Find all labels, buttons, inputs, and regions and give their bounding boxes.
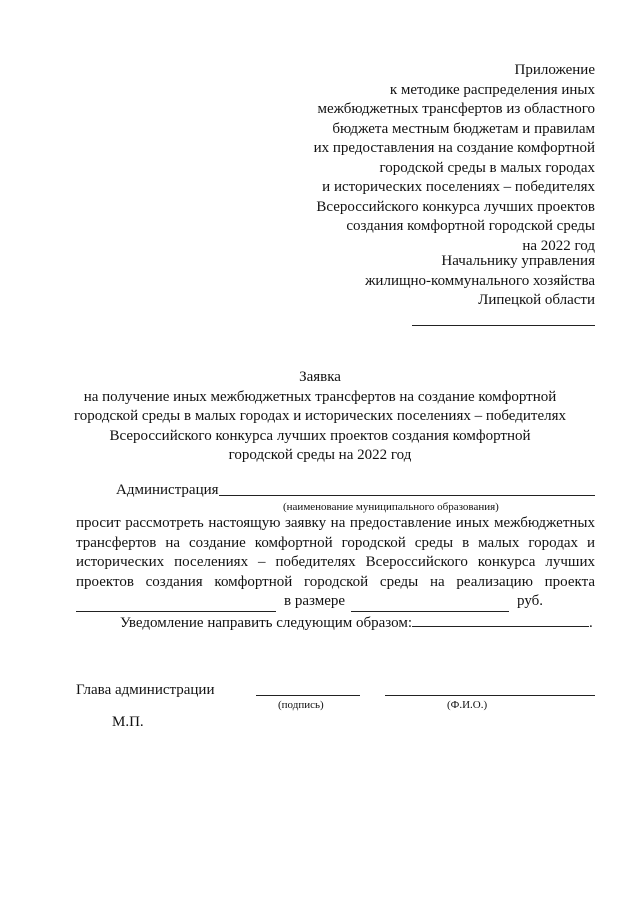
head-label: Глава администрации bbox=[76, 682, 215, 698]
title-line: городской среды в малых городах и исторических поселениях – победителях bbox=[73, 408, 567, 424]
addressee-line: Начальнику управления bbox=[441, 253, 595, 269]
notification-label: Уведомление направить следующим образом: bbox=[120, 615, 413, 631]
addressee-name-field[interactable] bbox=[365, 311, 595, 333]
signature-field[interactable] bbox=[256, 695, 360, 696]
notification-row bbox=[120, 612, 595, 632]
appendix-line: Всероссийского конкурса лучших проектов bbox=[316, 198, 595, 215]
appendix-header bbox=[314, 61, 595, 256]
appendix-line: межбюджетных трансфертов из областного bbox=[317, 101, 595, 117]
appendix-line: бюджета местным бюджетам и правилам bbox=[332, 120, 595, 137]
municipality-caption: (наименование муниципального образования) bbox=[283, 501, 499, 513]
full-name-caption: (Ф.И.О.) bbox=[447, 699, 488, 711]
title-line: городской среды на 2022 год bbox=[228, 447, 412, 463]
title-line: Всероссийского конкурса лучших проектов создания комфортной bbox=[109, 427, 531, 444]
appendix-line: на 2022 год bbox=[522, 237, 595, 254]
request-line: просит рассмотреть настоящую заявку на предоставление иных межбюджетных bbox=[76, 515, 595, 531]
addressee-block bbox=[365, 252, 595, 332]
appendix-line: Приложение bbox=[514, 62, 595, 78]
administration-label: Администрация bbox=[116, 482, 219, 498]
appendix-line: их предоставления на создание комфортной bbox=[313, 140, 595, 156]
addressee-line: жилищно-коммунального хозяйства bbox=[365, 272, 595, 289]
title-line: Заявка bbox=[299, 369, 341, 385]
project-amount-row bbox=[76, 592, 595, 612]
full-name-field[interactable] bbox=[385, 695, 595, 696]
appendix-line: городской среды в малых городах bbox=[379, 159, 595, 176]
notification-end: . bbox=[589, 615, 593, 631]
currency-label: руб. bbox=[517, 593, 544, 609]
notification-method-field[interactable] bbox=[412, 612, 589, 627]
signature-caption: (подпись) bbox=[278, 699, 324, 711]
request-line: исторических поселениях – победителях Всероссийского конкурса лучших bbox=[76, 554, 595, 570]
municipality-name-field[interactable] bbox=[219, 495, 595, 496]
amount-field[interactable] bbox=[351, 597, 509, 612]
amount-label: в размере bbox=[284, 593, 346, 609]
request-line: проектов создания комфортной городской среды на реализацию проекта bbox=[76, 573, 595, 590]
appendix-line: к методике распределения иных bbox=[389, 81, 595, 98]
signature-row bbox=[76, 681, 595, 701]
title-line: на получение иных межбюджетных трансфертов на создание комфортной bbox=[83, 388, 557, 405]
project-name-field[interactable] bbox=[76, 597, 276, 612]
request-paragraph bbox=[76, 514, 595, 612]
document-title bbox=[60, 368, 580, 466]
addressee-line: Липецкой области bbox=[478, 292, 595, 308]
appendix-line: создания комфортной городской среды bbox=[346, 218, 595, 234]
request-line: трансфертов на создание комфортной городской среды в малых городах и bbox=[76, 534, 595, 551]
stamp-place-label: М.П. bbox=[112, 714, 144, 730]
appendix-line: и исторических поселениях – победителях bbox=[322, 179, 595, 195]
administration-row bbox=[76, 481, 595, 501]
